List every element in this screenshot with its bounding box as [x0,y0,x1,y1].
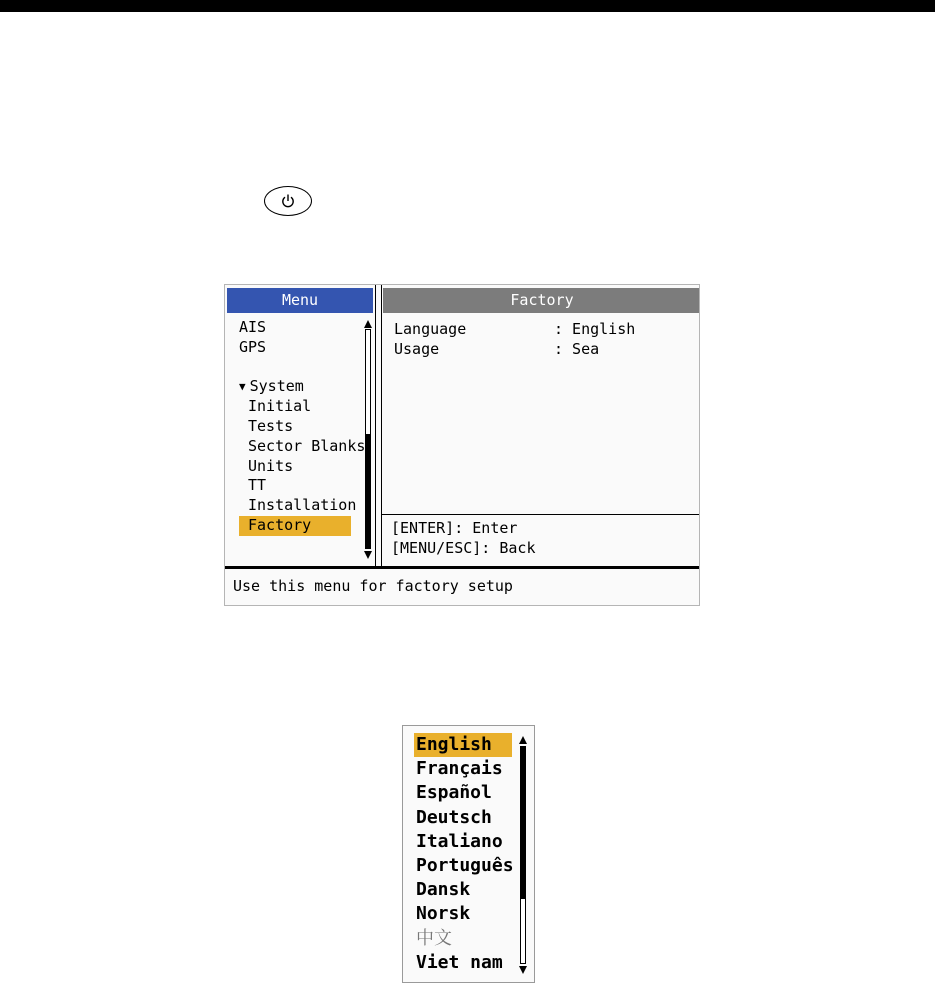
arrow-down-icon[interactable] [519,966,527,974]
menu-item-label: AIS [239,318,267,336]
power-icon [280,193,296,209]
setting-value: : English [554,320,636,338]
language-list [414,733,512,975]
language-scroll-thumb[interactable] [521,747,525,899]
menu-item-tt[interactable] [239,476,367,496]
setting-label: Usage [394,340,440,358]
triangle-down-icon: ▼ [239,380,246,394]
setting-label: Language [394,320,467,338]
language-option-francais[interactable]: Français [416,758,503,780]
key-help [382,514,700,566]
menu-item-installation[interactable] [239,496,367,516]
menu-item-system[interactable] [239,377,367,397]
language-option-viet-nam[interactable]: Viet nam [416,951,503,973]
language-option-chinese[interactable]: 中文 [416,927,452,949]
language-popup [402,725,535,983]
setting-usage[interactable] [394,339,599,359]
menu-item-gps[interactable] [239,338,367,358]
menu-pane [225,285,376,566]
arrow-up-icon[interactable] [519,736,527,744]
setting-language[interactable] [394,319,635,339]
language-option-english[interactable]: English [414,733,512,757]
menu-item-sector-blanks[interactable] [239,437,367,457]
menu-item-label: Initial [248,397,312,416]
language-option-dansk[interactable]: Dansk [416,879,471,901]
menu-screen [224,284,700,606]
menu-item-units[interactable] [239,457,367,477]
menu-item-initial[interactable] [239,397,367,417]
status-bar: Use this menu for factory setup [225,566,700,606]
language-option-italiano[interactable]: Italiano [416,830,503,852]
menu-item-label: System [249,377,304,396]
menu-item-tests[interactable] [239,417,367,437]
factory-pane [381,285,700,566]
menu-scrollbar[interactable] [365,329,371,549]
menu-scroll-thumb[interactable] [366,434,370,548]
language-option-norsk[interactable]: Norsk [416,903,471,925]
menu-item-label: Units [248,456,294,475]
menu-item-label: Factory [248,515,312,534]
key-help-back: [MENU/ESC]: Back [391,539,536,557]
menu-item-label: GPS [239,337,267,356]
menu-item-label: Installation [248,496,357,515]
menu-list [239,318,367,536]
menu-spacer [239,358,367,378]
menu-item-ais[interactable] [239,318,367,338]
key-help-enter: [ENTER]: Enter [391,519,518,537]
menu-item-label: TT [248,476,267,495]
language-option-deutsch[interactable]: Deutsch [416,806,492,828]
factory-title: Factory [383,288,700,313]
setting-value: : Sea [554,340,600,358]
power-key[interactable] [264,186,312,216]
top-bar [0,0,935,12]
menu-item-factory[interactable] [239,516,351,536]
menu-item-label: Tests [248,416,294,435]
menu-item-label: Sector Blanks [248,436,366,455]
language-option-espanol[interactable]: Español [416,782,492,804]
arrow-up-icon[interactable] [364,320,372,328]
language-option-portugues[interactable]: Português [416,854,514,876]
menu-title: Menu [227,288,373,313]
arrow-down-icon[interactable] [364,551,372,559]
language-scrollbar[interactable] [520,746,526,964]
